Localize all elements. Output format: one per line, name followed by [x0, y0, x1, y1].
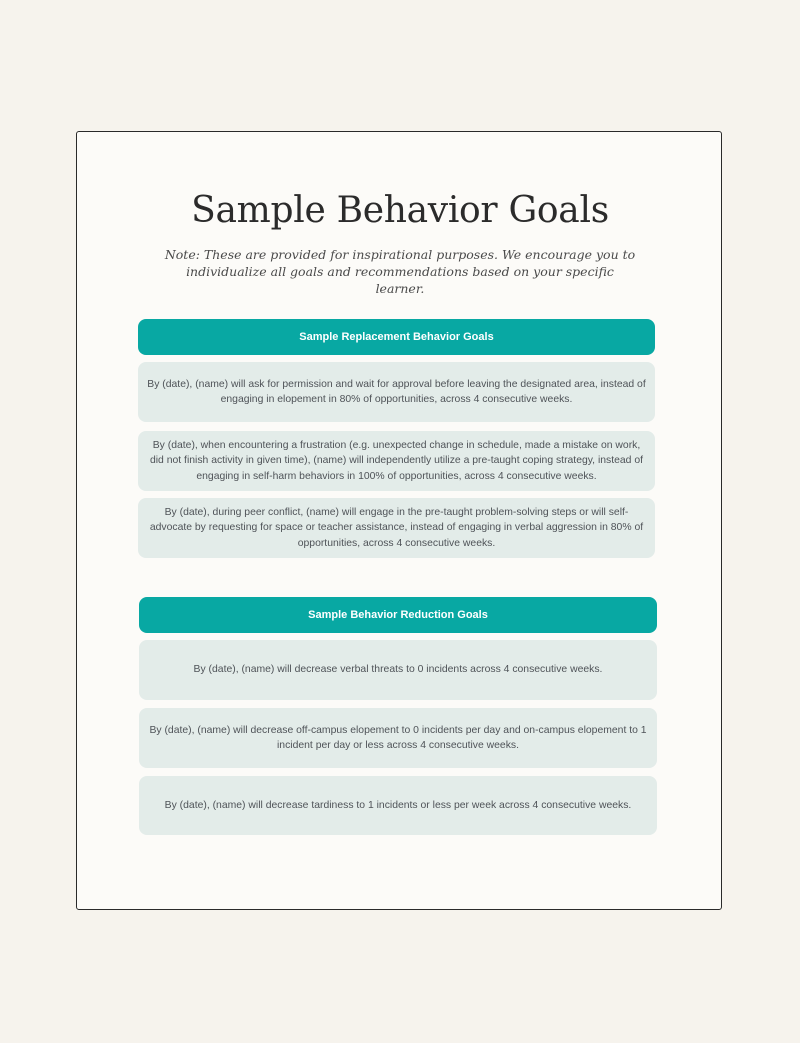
note-text: Note: These are provided for inspirational purposes. We encourage you to individualize all goals and recommendations based on your specific learner. — [164, 247, 636, 296]
page-title: Sample Behavior Goals — [191, 190, 609, 231]
goal-item: By (date), (name) will ask for permission and wait for approval before leaving the designated area, instead of engaging in elopement in 80% of opportunities, across 4 consecutive weeks. — [138, 362, 655, 422]
section-heading-replacement: Sample Replacement Behavior Goals — [138, 319, 655, 355]
goal-item: By (date), (name) will decrease tardiness to 1 incidents or less per week across 4 consecutive weeks. — [139, 776, 657, 835]
section-heading-reduction: Sample Behavior Reduction Goals — [139, 597, 657, 633]
goal-item: By (date), (name) will decrease off-campus elopement to 0 incidents per day and on-campus elopement to 1 incident per day or less across 4 consecutive weeks. — [139, 708, 657, 768]
goal-item: By (date), during peer conflict, (name) will engage in the pre-taught problem-solving steps or will self-advocate by requesting for space or teacher assistance, instead of engaging in verbal aggression in 80% of opportunities, across 4 consecutive weeks. — [138, 498, 655, 558]
goal-item: By (date), when encountering a frustration (e.g. unexpected change in schedule, made a mistake on work, did not finish activity in given time), (name) will independently utilize a pre-taught coping strategy, instead of engaging in self-harm behaviors in 100% of opportunities, across 4 consecutive weeks. — [138, 431, 655, 491]
goal-item: By (date), (name) will decrease verbal threats to 0 incidents across 4 consecutive weeks. — [139, 640, 657, 700]
